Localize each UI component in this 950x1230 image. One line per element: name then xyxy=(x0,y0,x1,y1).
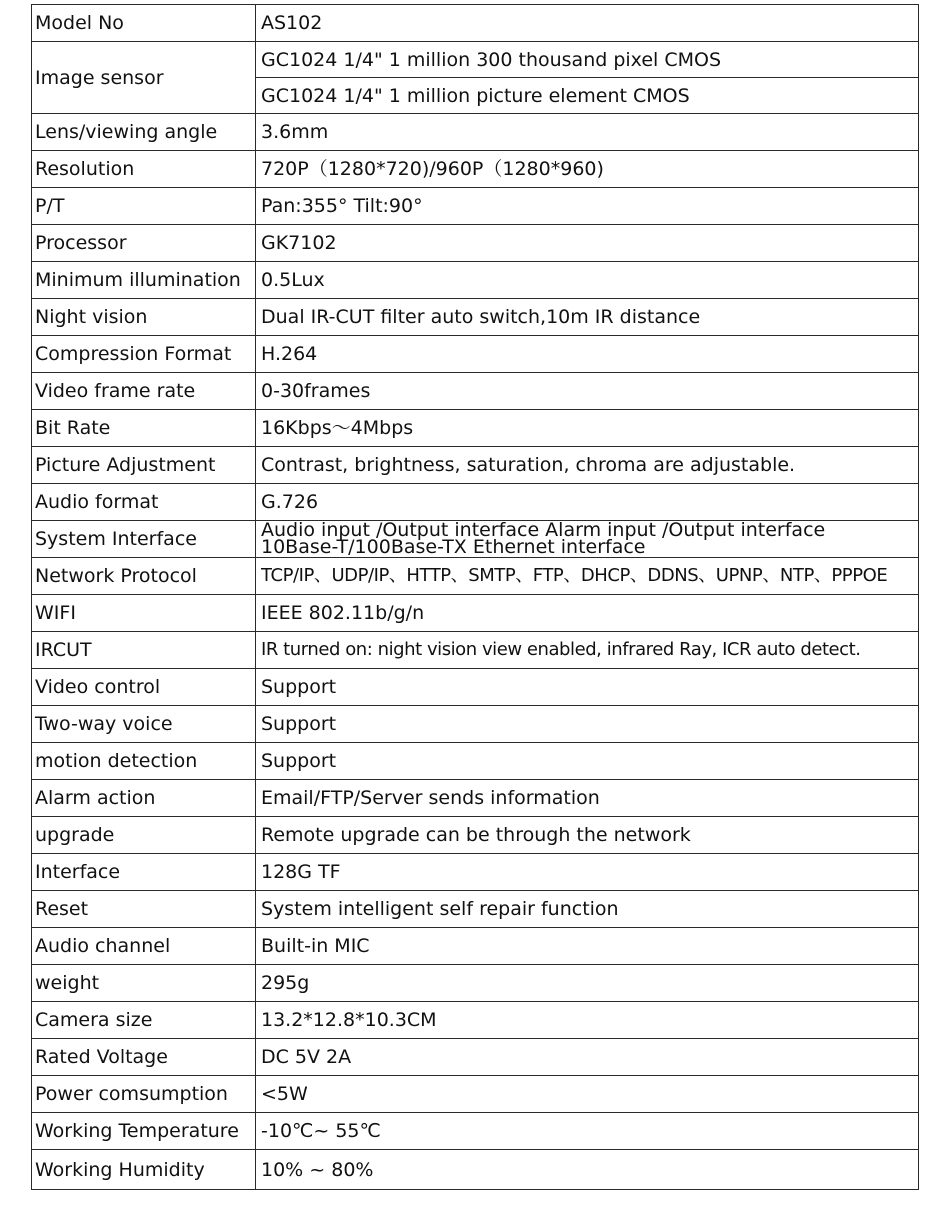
spec-value: AS102 xyxy=(256,5,919,42)
spec-label: weight xyxy=(32,965,256,1002)
spec-label: P/T xyxy=(32,188,256,225)
spec-label: Image sensor xyxy=(32,42,256,114)
table-row xyxy=(32,669,919,706)
spec-value: GK7102 xyxy=(256,225,919,262)
table-row xyxy=(32,1150,919,1190)
table-row xyxy=(32,558,919,595)
table-row xyxy=(32,1076,919,1113)
spec-label: Audio format xyxy=(32,484,256,521)
table-row xyxy=(32,706,919,743)
table-row xyxy=(32,891,919,928)
spec-label: Network Protocol xyxy=(32,558,256,595)
spec-value: 16Kbps～4Mbps xyxy=(256,410,919,447)
spec-value: DC 5V 2A xyxy=(256,1039,919,1076)
spec-value: 0-30frames xyxy=(256,373,919,410)
spec-value: 13.2*12.8*10.3CM xyxy=(256,1002,919,1039)
spec-label: Video frame rate xyxy=(32,373,256,410)
table-row xyxy=(32,1113,919,1150)
spec-label: Lens/viewing angle xyxy=(32,114,256,151)
spec-value: Support xyxy=(256,669,919,706)
spec-value: System intelligent self repair function xyxy=(256,891,919,928)
spec-value: -10℃~ 55℃ xyxy=(256,1113,919,1150)
table-row xyxy=(32,447,919,484)
spec-label: Minimum illumination xyxy=(32,262,256,299)
table-row xyxy=(32,42,919,78)
table-row xyxy=(32,225,919,262)
spec-label: Night vision xyxy=(32,299,256,336)
table-row xyxy=(32,854,919,891)
spec-table xyxy=(31,4,919,1190)
spec-label: IRCUT xyxy=(32,632,256,669)
spec-label: Working Humidity xyxy=(32,1150,256,1190)
spec-value: <5W xyxy=(256,1076,919,1113)
spec-value: Contrast, brightness, saturation, chroma are adjustable. xyxy=(256,447,919,484)
spec-label: Bit Rate xyxy=(32,410,256,447)
spec-value: GC1024 1/4" 1 million picture element CMOS xyxy=(256,78,919,114)
table-row xyxy=(32,299,919,336)
spec-label: Processor xyxy=(32,225,256,262)
spec-value: Support xyxy=(256,706,919,743)
table-row xyxy=(32,151,919,188)
table-row xyxy=(32,262,919,299)
spec-value: Support xyxy=(256,743,919,780)
table-row xyxy=(32,373,919,410)
table-row xyxy=(32,484,919,521)
spec-value: Dual IR-CUT filter auto switch,10m IR distance xyxy=(256,299,919,336)
spec-label: Resolution xyxy=(32,151,256,188)
spec-value xyxy=(256,521,919,558)
spec-label: Rated Voltage xyxy=(32,1039,256,1076)
spec-label: Reset xyxy=(32,891,256,928)
spec-value-line: 10Base-T/100Base-TX Ethernet interface xyxy=(261,536,646,558)
table-row xyxy=(32,114,919,151)
table-row xyxy=(32,780,919,817)
spec-value: 0.5Lux xyxy=(256,262,919,299)
table-row xyxy=(32,965,919,1002)
table-row xyxy=(32,632,919,669)
spec-value: Pan:355° Tilt:90° xyxy=(256,188,919,225)
spec-value: GC1024 1/4" 1 million 300 thousand pixel CMOS xyxy=(256,42,919,78)
spec-value: 128G TF xyxy=(256,854,919,891)
spec-value: Email/FTP/Server sends information xyxy=(256,780,919,817)
spec-label: Model No xyxy=(32,5,256,42)
table-row xyxy=(32,817,919,854)
spec-value: 3.6mm xyxy=(256,114,919,151)
spec-value: G.726 xyxy=(256,484,919,521)
spec-label: Audio channel xyxy=(32,928,256,965)
spec-label: Interface xyxy=(32,854,256,891)
spec-label: Compression Format xyxy=(32,336,256,373)
table-row xyxy=(32,595,919,632)
spec-value: Remote upgrade can be through the network xyxy=(256,817,919,854)
spec-value-line: Audio input /Output interface Alarm input /Output interface xyxy=(261,520,826,541)
spec-value: 295g xyxy=(256,965,919,1002)
spec-value: TCP/IP、UDP/IP、HTTP、SMTP、FTP、DHCP、DDNS、UPNP、NTP、PPPOE xyxy=(256,558,919,595)
spec-label: Picture Adjustment xyxy=(32,447,256,484)
table-row xyxy=(32,410,919,447)
spec-label: Camera size xyxy=(32,1002,256,1039)
spec-value: 720P（1280*720)/960P（1280*960) xyxy=(256,151,919,188)
table-row xyxy=(32,743,919,780)
spec-label: Working Temperature xyxy=(32,1113,256,1150)
spec-value: 10% ~ 80% xyxy=(256,1150,919,1190)
table-row xyxy=(32,928,919,965)
spec-value: IR turned on: night vision view enabled, infrared Ray, ICR auto detect. xyxy=(256,632,919,669)
spec-label: Power comsumption xyxy=(32,1076,256,1113)
spec-label: Two-way voice xyxy=(32,706,256,743)
spec-value: H.264 xyxy=(256,336,919,373)
spec-label: WIFI xyxy=(32,595,256,632)
table-row xyxy=(32,336,919,373)
spec-value: IEEE 802.11b/g/n xyxy=(256,595,919,632)
spec-label: System Interface xyxy=(32,521,256,558)
spec-value: Built-in MIC xyxy=(256,928,919,965)
table-row xyxy=(32,521,919,558)
spec-label: Alarm action xyxy=(32,780,256,817)
table-row xyxy=(32,1002,919,1039)
table-row xyxy=(32,1039,919,1076)
spec-label: upgrade xyxy=(32,817,256,854)
table-row xyxy=(32,188,919,225)
table-row xyxy=(32,5,919,42)
spec-label: motion detection xyxy=(32,743,256,780)
spec-label: Video control xyxy=(32,669,256,706)
